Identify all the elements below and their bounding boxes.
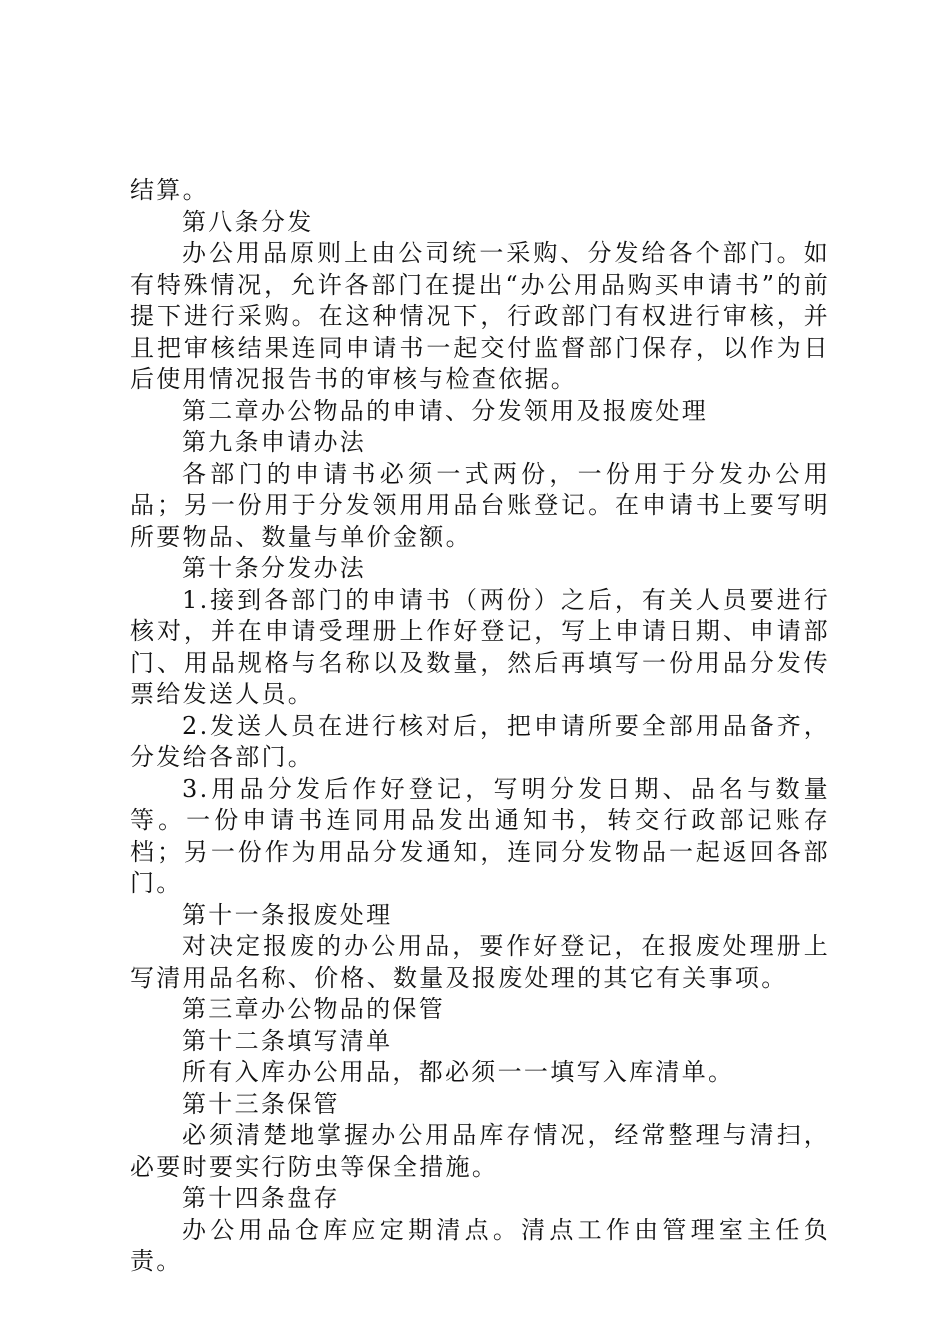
article-11-heading: 第十一条报废处理 [182, 900, 393, 929]
article-8-body: 办公用品原则上由公司统一采购、分发给各个部门。如有特殊情况，允许各部门在提出“办公用品购买申请书”的前提下进行采购。在这种情况下，行政部门有权进行审核，并且把审核结果连同申请书一起交付监督部门保存，以作为日后使用情况报告书的审核与检查依据。 [130, 239, 830, 393]
article-12-body: 所有入库办公用品，都必须一一填写入库清单。 [182, 1058, 735, 1086]
article-12-heading: 第十二条填写清单 [182, 1026, 393, 1055]
article-9-body: 各部门的申请书必须一式两份，一份用于分发办公用品；另一份用于分发领用用品台账登记。在申请书上要写明所要物品、数量与单价金额。 [130, 459, 830, 551]
article-10-item-2: 2.发送人员在进行核对后，把申请所要全部用品备齐，分发给各部门。 [130, 711, 830, 771]
document-body [130, 175, 830, 1278]
paragraph-settlement-end: 结算。 [130, 176, 209, 204]
article-14-body: 办公用品仓库应定期清点。清点工作由管理室主任负责。 [130, 1215, 830, 1275]
chapter-3-heading: 第三章办公物品的保管 [182, 995, 445, 1023]
article-10-item-3: 3.用品分发后作好登记，写明分发日期、品名与数量等。一份申请书连同用品发出通知书，转交行政部记账存档；另一份作为用品分发通知，连同分发物品一起返回各部门。 [130, 774, 830, 897]
article-11-body: 对决定报废的办公用品，要作好登记，在报废处理册上写清用品名称、价格、数量及报废处理的其它有关事项。 [130, 932, 830, 992]
chapter-2-heading: 第二章办公物品的申请、分发领用及报废处理 [182, 396, 708, 425]
article-14-heading: 第十四条盘存 [182, 1184, 340, 1212]
article-10-heading: 第十条分发办法 [182, 554, 367, 582]
article-10-item-1: 1.接到各部门的申请书（两份）之后，有关人员要进行核对，并在申请受理册上作好登记，写上申请日期、申请部门、用品规格与名称以及数量，然后再填写一份用品分发传票给发送人员。 [130, 585, 830, 708]
article-13-heading: 第十三条保管 [182, 1089, 340, 1118]
article-13-body: 必须清楚地掌握办公用品库存情况，经常整理与清扫，必要时要实行防虫等保全措施。 [130, 1121, 830, 1181]
article-9-heading: 第九条申请办法 [182, 428, 367, 456]
article-8-heading: 第八条分发 [182, 207, 314, 236]
